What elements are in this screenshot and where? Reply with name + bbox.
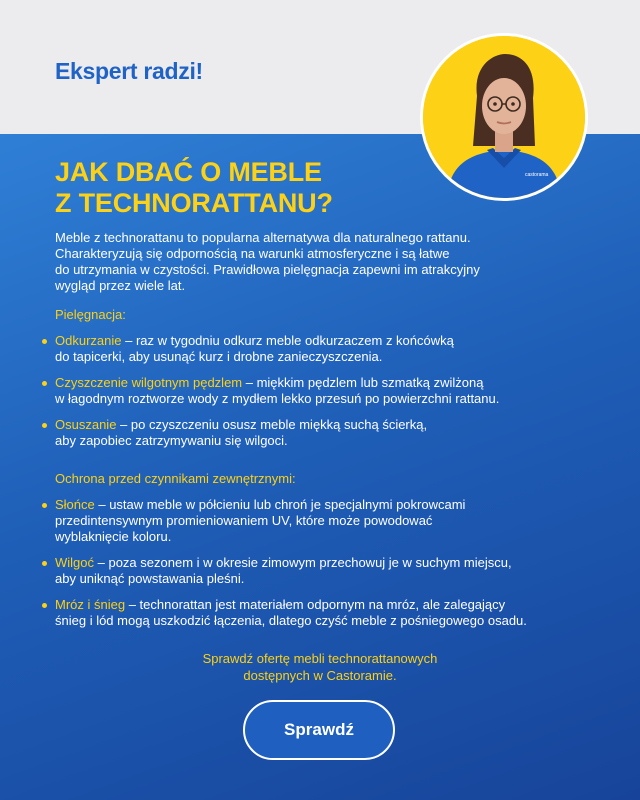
protection-section-title: Ochrona przed czynnikami zewnętrznymi:: [55, 471, 296, 486]
care-item-brush-cleaning: [40, 375, 580, 407]
care-section-title: Pielęgnacja:: [55, 307, 126, 322]
expert-avatar: [423, 36, 585, 198]
intro-line: Meble z technorattanu to popularna alternatywa dla naturalnego rattanu.: [55, 230, 471, 245]
intro-line: Charakteryzują się odpornością na warunki atmosferyczne i są łatwe: [55, 246, 450, 261]
care-item-vacuuming: [40, 333, 580, 365]
care-item-text: do tapicerki, aby usunąć kurz i drobne zanieczyszczenia.: [55, 349, 383, 364]
care-item-term: Osuszanie: [55, 417, 117, 432]
expert-portrait-image: [423, 36, 585, 198]
protection-item-term: Słońce: [55, 497, 95, 512]
protection-item-text: – ustaw meble w półcieniu lub chroń je specjalnymi pokrowcami: [94, 497, 466, 512]
protection-item-text: przedintensywnym promieniowaniem UV, które może powodować: [55, 513, 433, 528]
cta-line: dostępnych w Castoramie.: [243, 668, 397, 683]
care-item-drying: [40, 417, 580, 449]
protection-item-text: aby uniknąć powstawania pleśni.: [55, 571, 245, 586]
cta-text: [120, 650, 520, 684]
care-list: [40, 333, 580, 459]
care-item-text: aby zapobiec zatrzymywaniu się wilgoci.: [55, 433, 288, 448]
protection-item-sun: [40, 497, 580, 545]
care-item-term: Odkurzanie: [55, 333, 122, 348]
intro-paragraph: [55, 230, 535, 294]
article-headline: [55, 157, 333, 219]
care-item-text: – po czyszczeniu osusz meble miękką suchą ścierką,: [116, 417, 428, 432]
care-item-term: Czyszczenie wilgotnym pędzlem: [55, 375, 243, 390]
protection-item-text: śnieg i lód mogą uszkodzić łączenia, dlatego czyść meble z pośniegowego osadu.: [55, 613, 527, 628]
protection-item-moisture: [40, 555, 580, 587]
protection-item-text: – poza sezonem i w okresie zimowym przechowuj je w suchym miejscu,: [94, 555, 512, 570]
check-offer-button[interactable]: Sprawdź: [243, 700, 395, 760]
protection-item-frost-snow: [40, 597, 580, 629]
intro-line: do utrzymania w czystości. Prawidłowa pielęgnacja zapewni im atrakcyjny: [55, 262, 480, 277]
protection-list: [40, 497, 580, 639]
expert-title: Ekspert radzi!: [55, 58, 203, 84]
care-item-text: w łagodnym roztworze wody z mydłem lekko przesuń po powierzchni rattanu.: [55, 391, 500, 406]
protection-item-text: – technorattan jest materiałem odpornym na mróz, ale zalegający: [125, 597, 506, 612]
protection-item-term: Mróz i śnieg: [55, 597, 126, 612]
protection-item-text: wyblaknięcie koloru.: [55, 529, 172, 544]
headline-line-1: JAK DBAĆ O MEBLE: [55, 157, 322, 187]
care-item-text: – raz w tygodniu odkurz meble odkurzaczem z końcówką: [121, 333, 454, 348]
care-item-text: – miękkim pędzlem lub szmatką zwilżoną: [242, 375, 484, 390]
protection-item-term: Wilgoć: [55, 555, 95, 570]
cta-line: Sprawdź ofertę mebli technorattanowych: [202, 651, 438, 666]
intro-line: wygląd przez wiele lat.: [55, 278, 186, 293]
shirt-logo: castorama: [525, 172, 549, 178]
headline-line-2: Z TECHNORATTANU?: [55, 188, 333, 218]
